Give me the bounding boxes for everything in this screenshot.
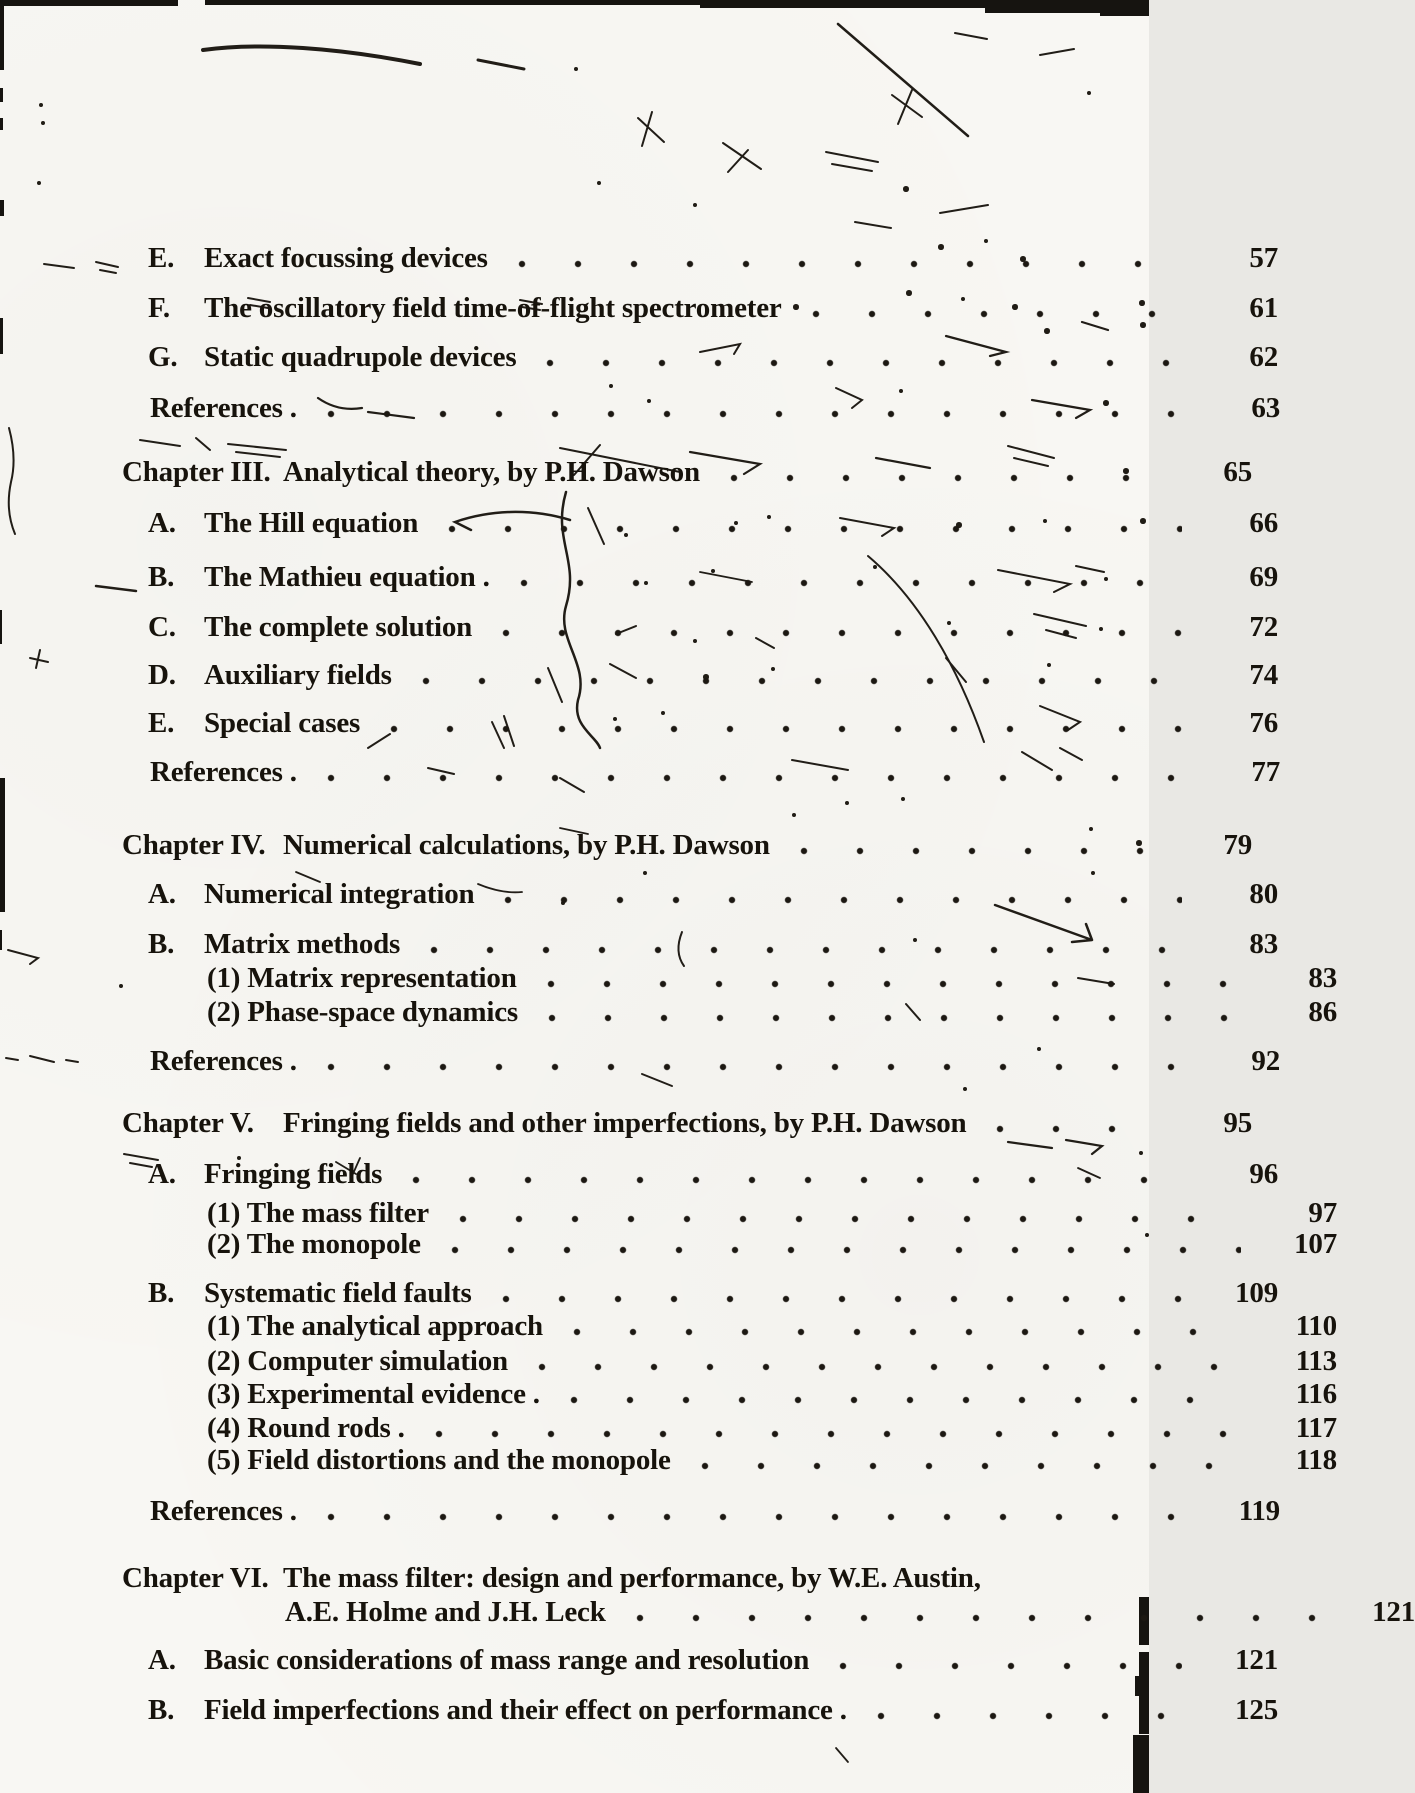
dot-leader — [518, 260, 1182, 268]
dot-leader — [730, 474, 1156, 482]
page-number: 113 — [1295, 1345, 1337, 1377]
entry-title: Numerical integration — [204, 878, 475, 910]
page-number: 125 — [1235, 1694, 1278, 1726]
dot-leader — [546, 359, 1182, 367]
dot-leader — [570, 1396, 1241, 1404]
chapter-label: Chapter VI. — [122, 1562, 269, 1594]
dot-leader — [327, 410, 1184, 418]
page-number: 83 — [1308, 962, 1337, 994]
entry-letter: B. — [148, 1694, 175, 1726]
chapter-title: Fringing fields and other imperfections, by P.H. Dawson — [283, 1107, 967, 1139]
chapter-title-continuation: A.E. Holme and J.H. Leck — [285, 1596, 606, 1628]
dot-leader — [327, 1513, 1184, 1521]
subentry-title: (2) Computer simulation — [207, 1345, 508, 1377]
toc-row — [0, 1311, 1337, 1342]
dot-leader — [573, 1328, 1241, 1336]
dot-leader — [502, 1295, 1182, 1303]
entry-letter: A. — [148, 1158, 176, 1190]
scan-edge-right — [1133, 1735, 1149, 1793]
page-number: 66 — [1249, 507, 1278, 539]
toc-row — [0, 1413, 1337, 1444]
entry-title: Basic considerations of mass range and resolution — [204, 1644, 810, 1676]
chapter-label: Chapter III. — [122, 456, 271, 488]
entry-title: The oscillatory field time-of-flight spectrometer — [204, 292, 782, 324]
entry-letter: A. — [148, 507, 176, 539]
toc-row — [0, 293, 1278, 324]
dot-leader — [877, 1712, 1182, 1720]
toc-row — [0, 508, 1278, 539]
page-number: 74 — [1249, 659, 1278, 691]
scan-edge-left — [0, 200, 4, 216]
entry-letter: B. — [148, 1277, 175, 1309]
dot-leader — [502, 629, 1182, 637]
references-label: References . — [150, 756, 297, 788]
toc-row — [0, 1198, 1337, 1229]
toc-row — [0, 562, 1278, 593]
page-number: 72 — [1249, 611, 1278, 643]
toc-row — [0, 612, 1278, 643]
entry-letter: G. — [148, 341, 178, 373]
subentry-title: (4) Round rods . — [207, 1412, 405, 1444]
toc-row — [0, 1563, 1252, 1594]
chapter-title: Analytical theory, by P.H. Dawson — [283, 456, 700, 488]
dot-leader — [547, 980, 1241, 988]
dot-leader — [812, 310, 1182, 318]
toc-row — [0, 708, 1278, 739]
chapter-title: The mass filter: design and performance, by W.E. Austin, — [283, 1562, 981, 1594]
page-number: 117 — [1295, 1412, 1337, 1444]
dot-leader — [390, 725, 1182, 733]
entry-title: Exact focussing devices — [204, 242, 488, 274]
dot-leader — [839, 1662, 1182, 1670]
toc-row — [0, 1159, 1278, 1190]
page-number: 80 — [1249, 878, 1278, 910]
toc-row — [0, 1597, 1415, 1628]
entry-letter: B. — [148, 928, 175, 960]
toc-row — [0, 1278, 1278, 1309]
entry-title: The complete solution — [204, 611, 473, 643]
page-number: 79 — [1223, 829, 1252, 861]
toc-row — [0, 929, 1278, 960]
page-number: 118 — [1295, 1444, 1337, 1476]
scan-edge-top — [205, 0, 705, 5]
page-number: 83 — [1249, 928, 1278, 960]
page-number: 63 — [1251, 392, 1280, 424]
dot-leader — [422, 677, 1182, 685]
page-number: 65 — [1223, 456, 1252, 488]
entry-title: Matrix methods — [204, 928, 401, 960]
dot-leader — [430, 946, 1182, 954]
scan-edge-left — [0, 0, 4, 70]
subentry-title: (1) The analytical approach — [207, 1310, 543, 1342]
entry-letter: A. — [148, 1644, 176, 1676]
scan-edge-left — [0, 118, 3, 130]
dot-leader — [520, 579, 1182, 587]
entry-title: Special cases — [204, 707, 361, 739]
toc-row — [0, 1229, 1337, 1260]
toc-row — [0, 757, 1280, 788]
entry-title: Auxiliary fields — [204, 659, 392, 691]
dot-leader — [996, 1125, 1156, 1133]
entry-title: Field imperfections and their effect on performance . — [204, 1694, 847, 1726]
page-number: 69 — [1249, 561, 1278, 593]
toc-row — [0, 1445, 1337, 1476]
dot-leader — [701, 1462, 1241, 1470]
entry-title: Static quadrupole devices — [204, 341, 517, 373]
entry-letter: E. — [148, 242, 175, 274]
dot-leader — [459, 1215, 1241, 1223]
scan-edge-left — [0, 88, 3, 102]
dot-leader — [435, 1430, 1241, 1438]
toc-row — [0, 660, 1278, 691]
dot-leader — [548, 1014, 1241, 1022]
page-number: 61 — [1249, 292, 1278, 324]
toc-row — [0, 1496, 1280, 1527]
dot-leader — [800, 847, 1156, 855]
page-number: 110 — [1295, 1310, 1337, 1342]
page-number: 107 — [1294, 1228, 1337, 1260]
dot-leader — [327, 1063, 1184, 1071]
subentry-title: (2) Phase-space dynamics — [207, 996, 518, 1028]
page-number: 116 — [1295, 1378, 1337, 1410]
page-number: 57 — [1249, 242, 1278, 274]
entry-title: Systematic field faults — [204, 1277, 472, 1309]
page-number: 76 — [1249, 707, 1278, 739]
toc-row — [0, 243, 1278, 274]
entry-letter: E. — [148, 707, 175, 739]
subentry-title: (2) The monopole — [207, 1228, 421, 1260]
entry-title: The Hill equation — [204, 507, 419, 539]
toc-row — [0, 457, 1252, 488]
subentry-title: (1) Matrix representation — [207, 962, 517, 994]
entry-title: Fringing fields — [204, 1158, 383, 1190]
toc-row — [0, 393, 1280, 424]
page-number: 97 — [1308, 1197, 1337, 1229]
toc-row — [0, 1645, 1278, 1676]
chapter-title: Numerical calculations, by P.H. Dawson — [283, 829, 770, 861]
scan-edge-top — [0, 0, 178, 6]
entry-title: The Mathieu equation . — [204, 561, 490, 593]
subentry-title: (3) Experimental evidence . — [207, 1378, 540, 1410]
toc-row — [0, 879, 1278, 910]
toc-row — [0, 1346, 1337, 1377]
scan-edge-top — [700, 0, 990, 8]
toc-row — [0, 342, 1278, 373]
references-label: References . — [150, 1495, 297, 1527]
page-number: 119 — [1238, 1495, 1280, 1527]
page-number: 92 — [1251, 1045, 1280, 1077]
page-number: 62 — [1249, 341, 1278, 373]
toc-row — [0, 830, 1252, 861]
entry-letter: A. — [148, 878, 176, 910]
toc-row — [0, 997, 1337, 1028]
entry-letter: D. — [148, 659, 176, 691]
scan-edge-top — [1100, 0, 1149, 16]
dot-leader — [504, 896, 1182, 904]
entry-letter: B. — [148, 561, 175, 593]
references-label: References . — [150, 392, 297, 424]
page-number: 121 — [1235, 1644, 1278, 1676]
dot-leader — [538, 1363, 1241, 1371]
references-label: References . — [150, 1045, 297, 1077]
entry-letter: F. — [148, 292, 170, 324]
dot-leader — [412, 1176, 1182, 1184]
chapter-label: Chapter IV. — [122, 829, 266, 861]
page-number: 77 — [1251, 756, 1280, 788]
dot-leader — [636, 1614, 1319, 1622]
dot-leader — [451, 1246, 1241, 1254]
scan-noise-specks — [0, 0, 2, 2]
entry-letter: C. — [148, 611, 176, 643]
page-number: 86 — [1308, 996, 1337, 1028]
page-number: 95 — [1223, 1107, 1252, 1139]
dot-leader — [448, 525, 1182, 533]
toc-row — [0, 1379, 1337, 1410]
scan-edge-right — [1135, 1676, 1141, 1696]
subentry-title: (1) The mass filter — [207, 1197, 429, 1229]
page-number: 96 — [1249, 1158, 1278, 1190]
chapter-label: Chapter V. — [122, 1107, 254, 1139]
page-number: 121 — [1372, 1596, 1415, 1628]
dot-leader — [327, 774, 1184, 782]
toc-row — [0, 1108, 1252, 1139]
toc-row — [0, 963, 1337, 994]
toc-row — [0, 1046, 1280, 1077]
toc-row — [0, 1695, 1278, 1726]
subentry-title: (5) Field distortions and the monopole — [207, 1444, 671, 1476]
page-number: 109 — [1235, 1277, 1278, 1309]
